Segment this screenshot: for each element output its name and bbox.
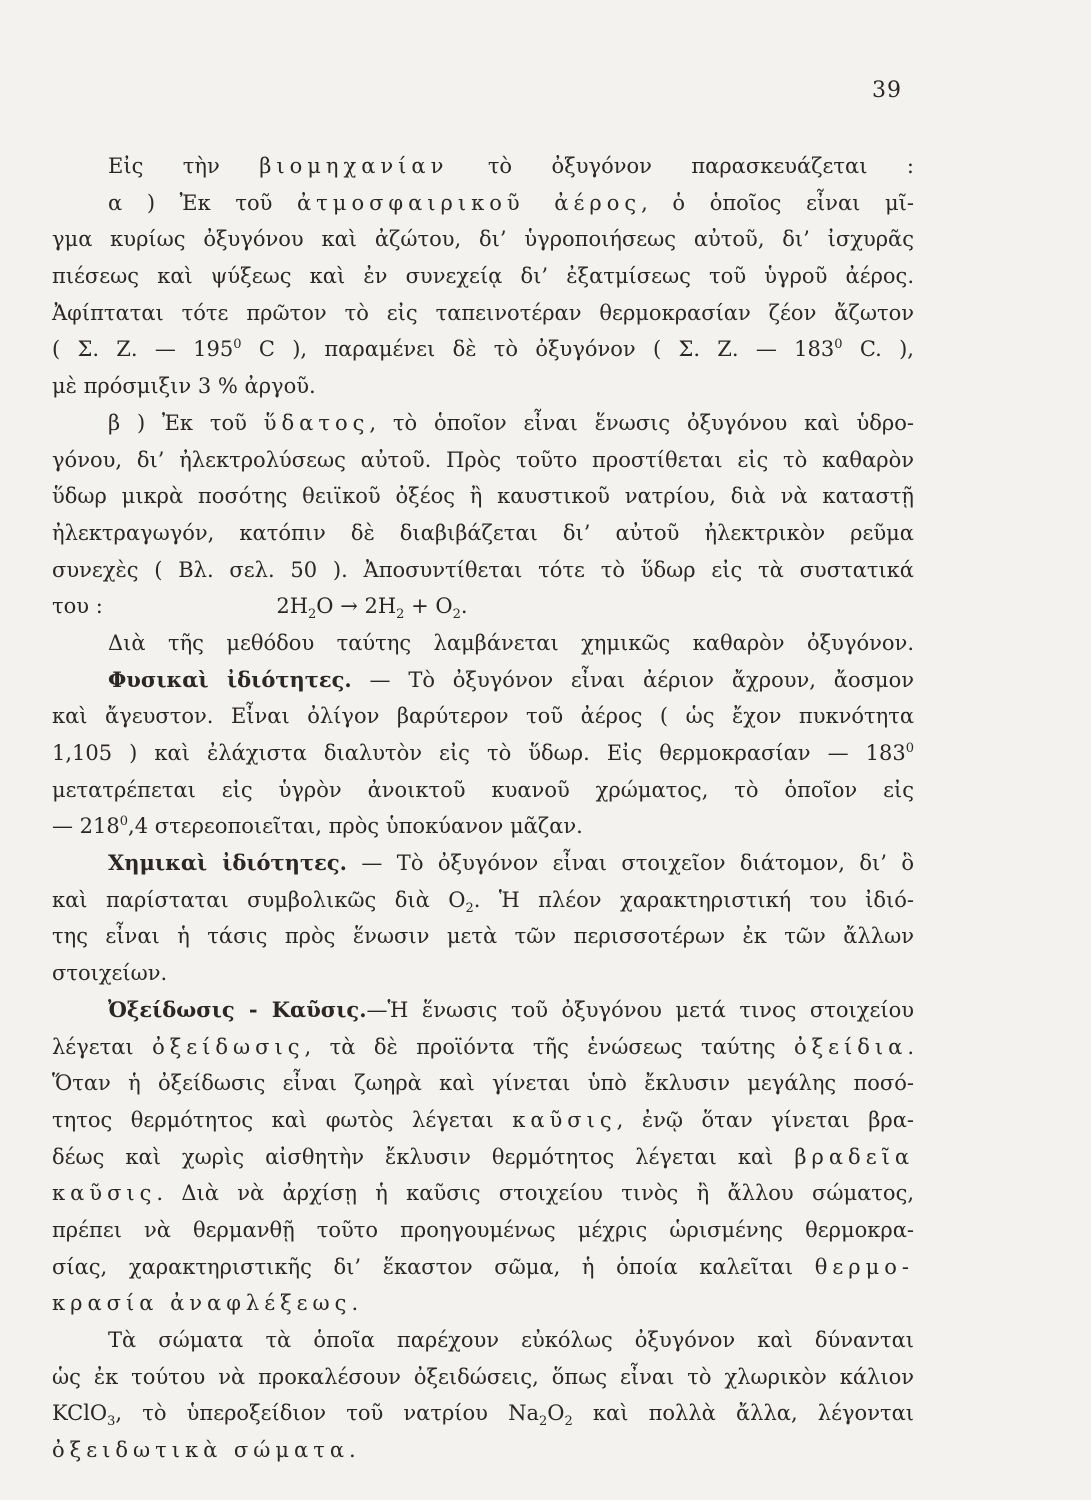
spaced-term: καῦσις [52,1181,157,1206]
superscript: 0 [119,814,129,830]
text-line [52,515,914,552]
text-segment: C ), παραμένει δὲ τὸ ὀξυγόνον ( Σ. Ζ. — 183 [241,337,835,362]
text-line [52,845,914,882]
text-segment: Ὅταν ἡ ὀξείδωσις εἶναι ζωηρὰ καὶ γίνεται ὑπὸ ἔκλυσιν μεγάλης ποσό- [52,1071,914,1096]
spaced-term: βραδεῖα [794,1144,914,1169]
text-line [52,992,914,1029]
text-segment: μετατρέπεται εἰς ὑγρὸν ἀνοικτοῦ κυανοῦ χρώματος, τὸ ὁποῖον εἰς [52,777,914,802]
page-number: 39 [872,78,902,103]
subscript: 2 [308,607,317,623]
text-segment: — 218 [52,814,120,839]
text-line [52,1212,914,1249]
text-segment: . Ἡ πλέον χαρακτηριστική του ἰδιό- [473,887,914,912]
text-segment: . [351,1291,359,1316]
spaced-term: καῦσις [512,1107,617,1132]
text-line [52,588,914,625]
text-segment: , ἐνῷ ὅταν γίνεται βρα- [616,1107,914,1132]
text-line [52,478,914,515]
text-line [52,1322,914,1359]
text-line [52,221,914,258]
text-segment: του : 2H [52,594,309,619]
text-line [52,185,914,222]
text-segment: συνεχὲς ( Βλ. σελ. 50 ). Ἀποσυντίθεται τότε τὸ ὕδωρ εἰς τὰ συστατικά [52,557,914,582]
text-line [52,1175,914,1212]
text-segment: δέως καὶ χωρὶς αἰσθητὴν ἔκλυσιν θερμότητος λέγεται καὶ [52,1144,795,1169]
text-segment: της εἶναι ἡ τάσις πρὸς ἕνωσιν μετὰ τῶν περισσοτέρων ἐκ τῶν ἄλλων [52,924,914,949]
text-segment: — Τὸ ὀξυγόνον εἶναι ἀέριον ἄχρουν, ἄοσμον [351,667,914,692]
text-line [52,1395,914,1432]
text-line [52,258,914,295]
text-segment: + O [404,594,453,619]
text-segment: C. ), [842,337,914,362]
text-segment: ἠλεκτραγωγόν, κατόπιν δὲ διαβιβάζεται δι’ αὐτοῦ ἠλεκτρικὸν ρεῦμα [52,520,914,545]
subscript: 2 [538,1414,548,1430]
spaced-term: ὀξείδια [793,1034,908,1059]
text-line [52,735,914,772]
subscript: 3 [107,1414,116,1430]
text-segment: πιέσεως καὶ ψύξεως καὶ ἐν συνεχείᾳ δι’ ἐξατμίσεως τοῦ ὑγροῦ ἀέρος. [52,264,914,289]
text-segment: τητος θερμότητος καὶ φωτὸς λέγεται [52,1107,513,1132]
spaced-term: ὀξείδωσις [152,1034,305,1059]
text-segment: 1,105 ) καὶ ἐλάχιστα διαλυτὸν εἰς τὸ ὕδωρ. Εἰς θερμοκρασίαν — 183 [52,741,906,765]
text-segment: KClO [52,1401,108,1426]
spaced-term: ὕδατος [263,410,370,435]
subscript: 2 [465,900,474,916]
text-segment: Διὰ τῆς μεθόδου ταύτης λαμβάνεται χημικῶς καθαρὸν ὀξυγόνον. [108,630,914,655]
text-segment: . [907,1034,915,1059]
text-segment: O → 2H [316,594,397,619]
text-line [52,808,914,845]
superscript: 0 [834,337,843,353]
text-line [52,1432,914,1469]
text-segment: ὕδωρ μικρὰ ποσότης θειϊκοῦ ὀξέος ἢ καυστικοῦ νατρίου, διὰ νὰ καταστῇ [52,484,914,509]
text-line [52,331,914,368]
text-segment: Τὰ σώματα τὰ ὁποῖα παρέχουν εὐκόλως ὀξυγόνον καὶ δύνανται [108,1328,914,1352]
text-segment: ( Σ. Ζ. — 195 [52,337,234,362]
text-segment: — Τὸ ὀξυγόνον εἶναι στοιχεῖον διάτομον, δι’ ὃ [346,851,914,876]
text-segment: γμα κυρίως ὀξυγόνου καὶ ἀζώτου, δι’ ὑγροποιήσεως αὐτοῦ, δι’ ἰσχυρᾶς [52,227,914,252]
spaced-term: κρασία ἀναφλέξεως [52,1291,352,1316]
subscript: 2 [564,1414,573,1430]
subscript: 2 [396,607,405,623]
text-line [52,698,914,735]
spaced-term: ὀξειδωτικὰ σώματα [52,1438,350,1463]
text-line [52,368,914,405]
text-line [52,882,914,919]
text-segment: —Ἡ ἕνωσις τοῦ ὀξυγόνου μετά τινος στοιχείου [366,997,914,1022]
text-segment: μὲ πρόσμιξιν 3 % ἀργοῦ. [52,374,316,399]
text-segment: , τὸ ὑπεροξείδιον τοῦ νατρίου Na [115,1401,539,1426]
text-segment: . Διὰ νὰ ἀρχίσῃ ἡ καῦσις στοιχείου τινὸς ἢ ἄλλου σώματος, [156,1181,914,1206]
text-line [52,442,914,479]
text-line [52,918,914,955]
superscript: 0 [233,337,242,353]
bold-heading: Φυσικαὶ ἰδιότητες. [108,666,352,692]
text-segment: καὶ ἄγευστον. Εἶναι ὀλίγον βαρύτερον τοῦ ἀέρος ( ὡς ἔχον πυκνότητα [52,704,914,729]
bold-heading: Χημικαὶ ἰδιότητες. [108,850,347,876]
text-segment: πρέπει νὰ θερμανθῇ τοῦτο προηγουμένως μέχρις ὡρισμένης θερμοκρα- [52,1217,914,1242]
text-segment: . [349,1438,356,1463]
text-segment: , τὰ δὲ προϊόντα τῆς ἑνώσεως ταύτης [304,1034,794,1059]
spaced-term: βιομηχανίαν [259,154,449,178]
text-segment: Ἀφίπταται τότε πρῶτον τὸ εἰς ταπεινοτέραν θερμοκρασίαν ζέον ἄζωτον [52,300,914,325]
text-line [52,1359,914,1396]
bold-heading: Ὀξείδωσις - Καῦσις. [108,996,367,1022]
text-segment: , τὸ ὁποῖον εἶναι ἕνωσις ὀξυγόνου καὶ ὑδρο- [369,410,914,435]
text-segment: τὸ ὀξυγόνον παρασκευάζεται : [448,154,914,178]
text-line [52,1029,914,1066]
text-segment: ,4 στερεοποιεῖται, πρὸς ὑποκύανον μᾶζαν. [128,814,583,839]
text-line [52,772,914,809]
text-segment: στοιχείων. [52,961,168,986]
text-line [52,1102,914,1139]
text-segment: . [460,594,468,619]
text-line [52,1065,914,1102]
text-segment: καὶ πολλὰ ἄλλα, λέγονται [572,1401,914,1426]
text-segment: α ) Ἐκ τοῦ [108,190,297,215]
subscript: 2 [452,607,461,623]
body-text [52,148,914,1469]
superscript: 0 [905,741,914,756]
text-segment: β ) Ἐκ τοῦ [108,410,264,435]
text-line [52,552,914,589]
spaced-term: ἀτμοσφαιρικοῦ ἀέρος [297,190,642,215]
text-line [52,405,914,442]
spaced-term: θερμο- [814,1254,914,1279]
text-line [52,955,914,992]
text-segment: γόνου, δι’ ἠλεκτρολύσεως αὐτοῦ. Πρὸς τοῦτο προστίθεται εἰς τὸ καθαρὸν [52,447,914,472]
text-segment: O [547,1401,565,1426]
text-line [52,1139,914,1176]
text-segment: , ὁ ὁποῖος εἶναι μῖ- [641,190,914,215]
text-line [52,295,914,332]
text-segment: ὡς ἐκ τούτου νὰ προκαλέσουν ὀξειδώσεις, ὅπως εἶναι τὸ χλωρικὸν κάλιον [52,1364,914,1389]
text-segment: σίας, χαρακτηριστικῆς δι’ ἕκαστον σῶμα, ἡ ὁποία καλεῖται [52,1254,815,1279]
text-line [52,1285,914,1322]
text-line [52,662,914,699]
text-segment: Εἰς τὴν [108,154,260,178]
text-line [52,625,914,662]
text-line [52,148,914,185]
text-segment: καὶ παρίσταται συμβολικῶς διὰ O [52,887,466,912]
text-line [52,1249,914,1286]
text-segment: λέγεται [52,1034,153,1059]
